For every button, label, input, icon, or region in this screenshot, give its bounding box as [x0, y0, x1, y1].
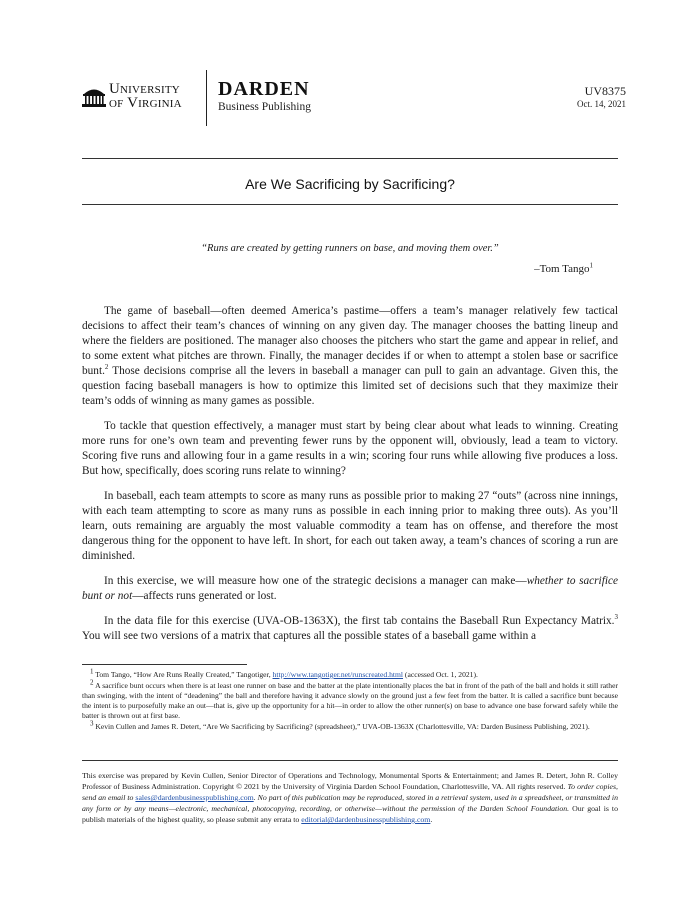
paragraph-2: To tackle that question effectively, a manager must start by being clear about what leads to winning. Creating more runs for one’s own team and preventing fewer runs by the opponent will, obviously, lead a team to victory. Scoring five runs and allowing four in a game results in a win; scoring four runs while allowing five produces a loss. But how, specifically, does scoring runs relate to winning?: [82, 420, 618, 477]
uva-line-1: University: [109, 81, 180, 97]
sales-email-link[interactable]: sales@dardenbusinesspublishing.com: [135, 793, 254, 802]
paragraph-1: The game of baseball—often deemed America’s pastime—offers a team’s manager relatively few tactical decisions to affect their team’s chances of winning on any given day. The manager chooses the batting lineup and where the fielders are positioned. The manager also chooses the pitchers who start the game and appear in relief, and to some extent what pitches are thrown. Finally, the manager decides if or when to attempt a stolen base or sacrifice bunt.$^2$ Those decisions comprise all the levers in baseball a manager can pull to gain an advantage. Given this, the question facing baseball managers is how to optimize this limited set of decisions such that they maximize their team’s odds of winning as many games as possible.: [82, 305, 618, 407]
case-identifier: [577, 84, 626, 110]
footnote-separator: [82, 664, 247, 665]
footnote-3: $^3$ Kevin Cullen and James R. Detert, “Are We Sacrificing by Sacrificing? (spreadsheet),” UVA-OB-1363X (Charlottesville, VA: Darden Business Publishing, 2021).: [90, 719, 590, 731]
footnote-ref-2[interactable]: 2: [104, 363, 109, 372]
copyright-disclaimer: This exercise was prepared by Kevin Cullen, Senior Director of Operations and Technology, Monumental Sports & Entertainment; and James R. Detert, John R. Colley Professor of Business Administration. Copyright © 2021 by the University of Virginia Darden School Foundation, Charlottesville, VA. All rights reserved. To order copies, send an email to sales@dardenbusinesspublishing.com. No part of this publication may be reproduced, stored in a retrieval system, used in a spreadsheet, or transmitted in any form or by any means—electronic, mechanical, photocopying, recording, or otherwise—without the permission of the Darden School Foundation. Our goal is to publish materials of the highest quality, so please submit any errata to editorial@dardenbusinesspublishing.com.: [82, 771, 618, 824]
document-header: [82, 70, 626, 130]
darden-name: DARDEN: [218, 78, 310, 100]
paragraph-3: In baseball, each team attempts to score as many runs as possible prior to making 27 “outs” (across nine innings, with each team attempting to score as many runs as possible in each inning prior to making three outs). As you’ll learn, outs remaining are arguably the most valuable commodity a team has on offense, and therefore the most dangerous thing for the opponent to have left. In short, for each out taken away, a team’s chances of scoring a run are diminished.: [82, 490, 618, 562]
uva-line-2: of Virginia: [109, 95, 182, 111]
footnote-2: $^2$ A sacrifice bunt occurs when there is at least one runner on base and the batter at the plate intentionally places the bat in front of the path of the ball and holds it still rather than swinging, with the intent of “deadening” the ball and therefore having it advance slowly on the ground just a few feet from the batter. It is called a sacrifice bunt because the intent is to purposefully make an out—that is, give up the opportunity for a hit—in order to allow the other runner(s) on base to advance one base forward safely while the batter is thrown out at first base.: [82, 678, 618, 720]
disclaimer-separator: [82, 760, 618, 761]
epigraph-attribution: [534, 263, 593, 275]
title-top-rule: [82, 158, 618, 159]
attribution-text: –Tom Tango: [534, 263, 590, 275]
document-body: [82, 304, 618, 654]
tangotiger-link[interactable]: http://www.tangotiger.net/runscreated.html: [272, 670, 404, 679]
darden-subtitle: Business Publishing: [218, 101, 311, 113]
case-code: UV8375: [584, 84, 626, 98]
logo-divider: [206, 70, 207, 126]
case-date: Oct. 14, 2021: [577, 99, 626, 109]
uva-logo: [82, 82, 182, 110]
epigraph-quote: “Runs are created by getting runners on base, and moving them over.”: [201, 243, 499, 254]
rotunda-icon: [82, 85, 106, 107]
footnote-ref-1[interactable]: 1: [589, 261, 593, 270]
paragraph-5: In the data file for this exercise (UVA-OB-1363X), the first tab contains the Baseball Run Expectancy Matrix.$^3$ You will see two versions of a matrix that captures all the possible states of a baseball game within a: [82, 613, 618, 642]
paragraph-4: In this exercise, we will measure how one of the strategic decisions a manager can make—whether to sacrifice bunt or not—affects runs generated or lost.: [82, 575, 619, 602]
footnote-1: $^1$ Tom Tango, “How Are Runs Really Created,” Tangotiger, http://www.tangotiger.net/runscreated.html (accessed Oct. 1, 2021).: [90, 667, 478, 679]
footnote-ref-3[interactable]: 3: [614, 613, 618, 622]
footnotes: [82, 667, 618, 733]
darden-logo: [218, 78, 311, 114]
title-bottom-rule: [82, 204, 618, 205]
document-title: Are We Sacrificing by Sacrificing?: [245, 176, 455, 192]
editorial-email-link[interactable]: editorial@dardenbusinesspublishing.com: [301, 815, 431, 824]
